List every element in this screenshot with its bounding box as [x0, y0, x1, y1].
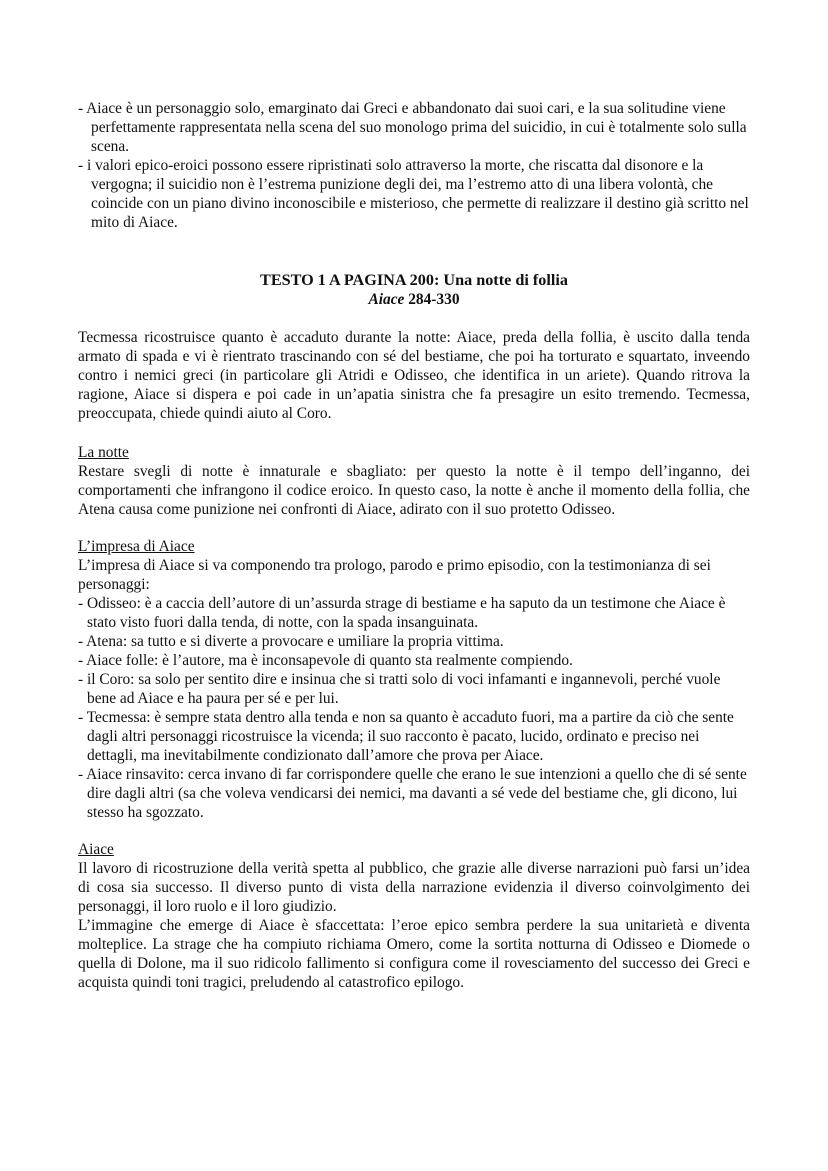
section-subtitle — [0, 290, 828, 309]
heading-aiace: Aiace — [78, 841, 114, 858]
section-aiace — [78, 840, 750, 992]
subtitle-work: Aiace — [368, 291, 405, 308]
intro-bullet-list — [78, 99, 750, 232]
paragraph-aiace-1: Il lavoro di ricostruzione della verità spetta al pubblico, che grazie alle diverse narrazioni può farsi un’idea di cosa sia successo. Il diverso punto di vista della narrazione evidenzia il diverso coinvolgimento dei personaggi, il loro ruolo e il loro giudizio. — [78, 860, 750, 915]
summary-paragraph: Tecmessa ricostruisce quanto è accaduto durante la notte: Aiace, preda della follia, è uscito dalla tenda armato di spada e vi è rientrato trascinando con sé del bestiame, che poi ha torturato e squartato, inveendo contro i nemici greci (in particolare gli Atridi e Odisseo, che identifica in un ariete). Quando ritrova la ragione, Aiace si dispera e poi cade in un’apatia sinistra che fa presagire un esito tremendo. Tecmessa, preoccupata, chiede quindi aiuto al Coro. — [78, 329, 750, 422]
list-item-tecmessa: - Tecmessa: è sempre stata dentro alla tenda e non sa quanto è accaduto fuori, ma a partire da ciò che sente dagli altri personaggi ricostruisce la vicenda; il suo racconto è pacato, lucido, ordinato e preciso nei dettagli, ma inevitabilmente condizionato dall’amore che prova per Aiace. — [78, 709, 734, 764]
subtitle-lines: 284-330 — [408, 291, 460, 308]
heading-la-notte: La notte — [78, 444, 129, 461]
section-title-block — [0, 270, 828, 309]
section-title: TESTO 1 A PAGINA 200: Una notte di follia — [260, 271, 568, 289]
list-item-atena: - Atena: sa tutto e si diverte a provocare e umiliare la propria vittima. — [78, 633, 504, 650]
heading-impresa: L’impresa di Aiace — [78, 538, 195, 555]
list-item-odisseo: - Odisseo: è a caccia dell’autore di un’assurda strage di bestiame e ha saputo da un testimone che Aiace è stato visto fuori dalla tenda, di notte, con la spada insanguinata. — [78, 595, 726, 631]
list-item-coro: - il Coro: sa solo per sentito dire e insinua che si tratti solo di voci infamanti e ingannevoli, perché vuole bene ad Aiace e ha paura per sé e per lui. — [78, 671, 721, 707]
paragraph-aiace-2: L’immagine che emerge di Aiace è sfaccettata: l’eroe epico sembra perdere la sua unitarietà e diventa molteplice. La strage che ha compiuto richiama Omero, come la sortita notturna di Odisseo e Diomede o quella di Dolone, ma il suo ridicolo fallimento si configura come il rovesciamento del successo dei Greci e acquista quindi toni tragici, preludendo al catastrofico epilogo. — [78, 917, 750, 991]
section-la-notte — [78, 443, 750, 519]
list-item-aiace-rinsavito: - Aiace rinsavito: cerca invano di far corrispondere quelle che erano le sue intenzioni a quello che di sé sente dire dagli altri (sa che voleva vendicarsi dei nemici, ma davanti a sé vede del bestiame che, gli dicono, lui stesso ha sgozzato. — [78, 766, 747, 821]
paragraph-la-notte: Restare svegli di notte è innaturale e sbagliato: per questo la notte è il tempo dell’inganno, dei comportamenti che infrangono il codice eroico. In questo caso, la notte è anche il momento della follia, che Atena causa come punizione nei confronti di Aiace, adirato con il suo protetto Odisseo. — [78, 463, 750, 518]
list-item-aiace-folle: - Aiace folle: è l’autore, ma è inconsapevole di quanto sta realmente compiendo. — [78, 652, 573, 669]
section-impresa — [78, 537, 750, 822]
paragraph-impresa-intro: L’impresa di Aiace si va componendo tra prologo, parodo e primo episodio, con la testimonianza di sei personaggi: — [78, 557, 711, 593]
intro-bullet-valori: - i valori epico-eroici possono essere ripristinati solo attraverso la morte, che riscatta dal disonore e la vergogna; il suicidio non è l’estrema punizione degli dei, ma l’estremo atto di una libera volontà, che coincide con un piano divino inconoscibile e misterioso, che permette di realizzare il destino già scritto nel mito di Aiace. — [78, 157, 749, 231]
intro-bullet-solitudine: - Aiace è un personaggio solo, emarginato dai Greci e abbandonato dai suoi cari, e la sua solitudine viene perfettamente rappresentata nella scena del suo monologo prima del suicidio, in cui è totalmente solo sulla scena. — [78, 100, 747, 155]
